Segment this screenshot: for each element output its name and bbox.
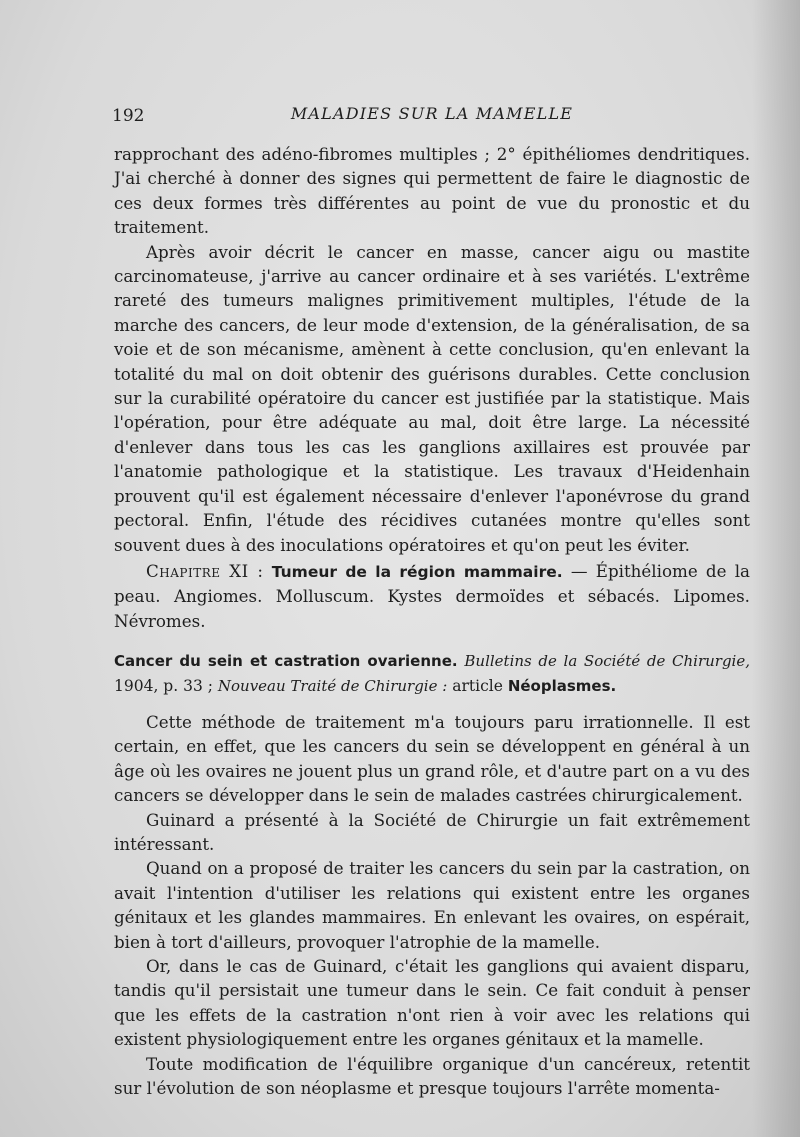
bibliography-entry — [114, 649, 750, 698]
chapter-heading — [114, 559, 750, 633]
chapter-label: Chapitre XI : — [146, 560, 264, 581]
chapter-title: Tumeur de la région mammaire. — [271, 562, 563, 581]
page-edge-shadow — [752, 0, 800, 1137]
page-header — [112, 104, 752, 130]
paragraph-3: Cette méthode de traitement m'a toujours paru irrationnelle. Il est certain, en effet, que les cancers du sein se développent en général à un âge où les ovaires ne jouent plus un grand rôle, et d'autre part on a vu des cancers se développer dans le sein de malades castrées chirurgicalement. — [114, 711, 750, 806]
paragraph-7: Toute modification de l'équilibre organique d'un cancéreux, retentit sur l'évolution de son néoplasme et presque toujours l'arrête momenta- — [114, 1053, 750, 1099]
paragraph-1: rapprochant des adéno-fibromes multiples ; 2° épithéliomes dendritiques. J'ai cherché à donner des signes qui permettent de faire le diagnostic de ces deux formes très différentes au point de vue du pronostic et du traitement. — [114, 144, 750, 238]
biblio-title: Cancer du sein et castration ovarienne. — [114, 652, 458, 671]
paragraph-5: Quand on a proposé de traiter les cancers du sein par la castration, on avait l'intention d'utiliser les relations qui existent entre les organes génitaux et les glandes mammaires. En enlevant les ovaires, on espérait, bien à tort d'ailleurs, provoquer l'atrophie de la mamelle. — [114, 858, 750, 952]
biblio-book: Nouveau Traité de Chirurgie : — [217, 676, 448, 695]
paragraph-4: Guinard a présenté à la Société de Chirurgie un fait extrêmement intéressant. — [114, 809, 750, 854]
page-body — [114, 142, 750, 1100]
running-title: MALADIES SUR LA MAMELLE — [290, 104, 574, 123]
biblio-neoplasmes: Néoplasmes. — [507, 676, 617, 695]
paragraph-6: Or, dans le cas de Guinard, c'était les ganglions qui avaient disparu, tandis qu'il persistait une tumeur dans le sein. Ce fait conduit à penser que les effets de la castration n'ont rien à voir avec les relations qui existent physiologiquement entre les organes génitaux et la mamelle. — [114, 956, 750, 1050]
paragraph-2: Après avoir décrit le cancer en masse, cancer aigu ou mastite carcinomateuse, j'arrive au cancer ordinaire et à ses variétés. L'extrême rareté des tumeurs malignes primitivement multiples, l'étude de la marche des cancers, de leur mode d'extension, de la généralisation, de sa voie et de son mécanisme, amènent à cette conclusion, qu'en enlevant la totalité du mal on doit obtenir des guérisons durables. Cette conclusion sur la curabilité opératoire du cancer est justifiée par la statistique. Mais l'opération, pour être adéquate au mal, doit être large. La nécessité d'enlever dans tous les cas les ganglions axillaires est prouvée par l'anatomie pathologique et la statistique. Les travaux d'Heidenhain prouvent qu'il est également nécessaire d'enlever l'aponévrose du grand pectoral. Enfin, l'étude des récidives cutanées montre qu'elles sont souvent dues à des inoculations opératoires et qu'on peut les éviter. — [114, 241, 750, 555]
biblio-article-label: article — [447, 676, 508, 695]
page-number: 192 — [112, 106, 145, 126]
biblio-year-page: 1904, p. 33 ; — [114, 676, 218, 695]
biblio-journal: Bulletins de la Société de Chirurgie, — [464, 652, 750, 671]
chapter-subjects: — Épithéliome de la peau. Angiomes. Molluscum. Kystes dermoïdes et sébacés. Lipomes. Névromes. — [114, 560, 750, 631]
